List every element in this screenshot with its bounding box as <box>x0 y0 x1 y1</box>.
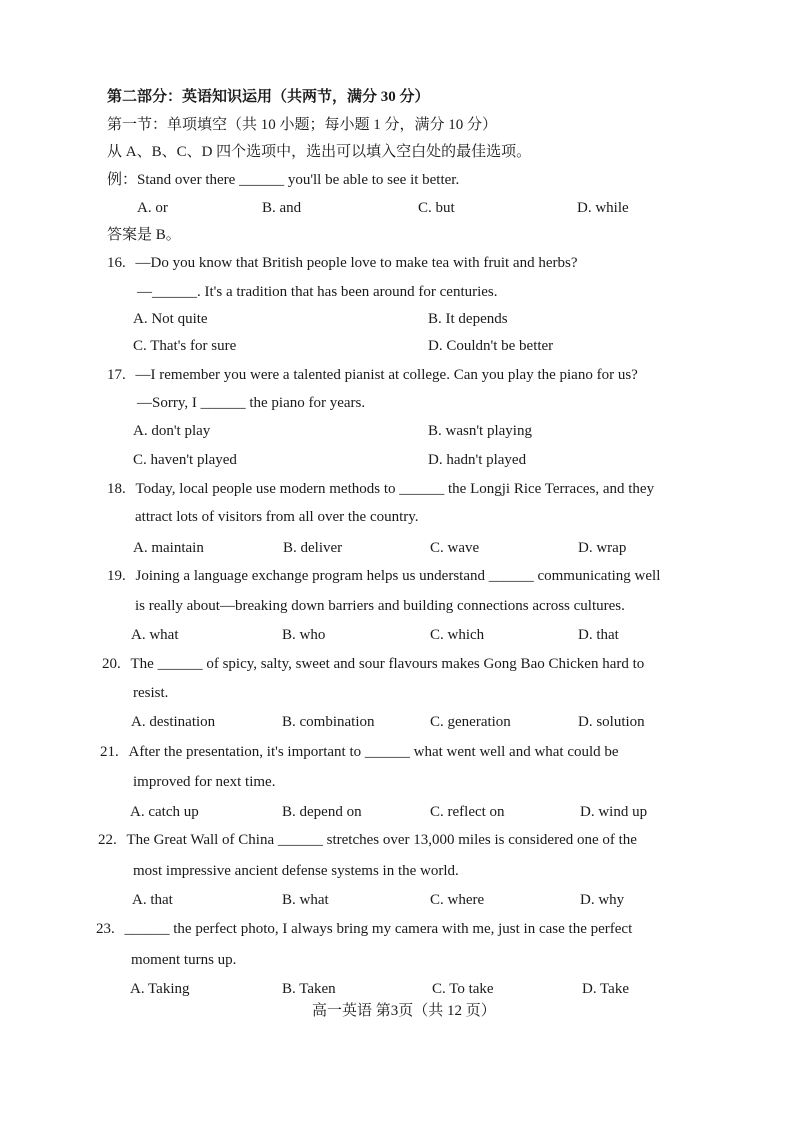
example-label: 例： <box>107 172 138 188</box>
q17-option-c: C. haven't played <box>133 452 237 468</box>
question-17 <box>107 365 638 385</box>
question-text: The ______ of spicy, salty, sweet and sour flavours makes Gong Bao Chicken hard to <box>130 656 645 672</box>
instruction: 从 A、B、C、D 四个选项中，选出可以填入空白处的最佳选项。 <box>107 144 532 160</box>
q23-option-d: D. Take <box>582 981 629 997</box>
question-number: 22. <box>98 832 117 848</box>
part-title: 第二部分：英语知识运用（共两节，满分 30 分） <box>107 89 430 105</box>
question-text: Today, local people use modern methods to ______ the Longji Rice Terraces, and they <box>135 481 655 497</box>
question-18-line-2: attract lots of visitors from all over the country. <box>135 509 419 525</box>
example-option-d: D. while <box>577 200 629 216</box>
answer-line: 答案是 B。 <box>107 227 181 243</box>
q19-option-a: A. what <box>131 627 179 643</box>
q16-option-c: C. That's for sure <box>133 338 237 354</box>
q19-option-b: B. who <box>282 627 326 643</box>
q23-option-c: C. To take <box>432 981 494 997</box>
q17-option-b: B. wasn't playing <box>428 423 532 439</box>
example-option-a: A. or <box>137 200 168 216</box>
question-22 <box>98 830 637 850</box>
q20-option-c: C. generation <box>430 714 511 730</box>
question-16-line-2: —______. It's a tradition that has been around for centuries. <box>137 284 498 300</box>
section-subtitle: 第一节：单项填空（共 10 小题；每小题 1 分，满分 10 分） <box>107 117 498 133</box>
q16-option-a: A. Not quite <box>133 311 208 327</box>
question-number: 21. <box>100 744 119 760</box>
question-text: —I remember you were a talented pianist at college. Can you play the piano for us? <box>135 367 638 383</box>
question-21 <box>100 742 619 762</box>
question-text: Joining a language exchange program helps us understand ______ communicating well <box>135 568 661 584</box>
q22-option-d: D. why <box>580 892 625 908</box>
question-20-line-2: resist. <box>133 685 169 701</box>
q20-option-d: D. solution <box>578 714 645 730</box>
q18-option-b: B. deliver <box>283 540 343 556</box>
question-16 <box>107 253 578 273</box>
q21-option-c: C. reflect on <box>430 804 505 820</box>
q17-option-d: D. hadn't played <box>428 452 527 468</box>
question-17-line-2: —Sorry, I ______ the piano for years. <box>137 395 366 411</box>
question-text: The Great Wall of China ______ stretches over 13,000 miles is considered one of the <box>126 832 637 848</box>
question-22-line-2: most impressive ancient defense systems in the world. <box>133 863 459 879</box>
question-23 <box>96 919 632 939</box>
q21-option-a: A. catch up <box>130 804 199 820</box>
question-number: 19. <box>107 568 126 584</box>
question-23-line-2: moment turns up. <box>131 952 237 968</box>
question-number: 16. <box>107 255 126 271</box>
question-21-line-2: improved for next time. <box>133 774 276 790</box>
question-number: 20. <box>102 656 121 672</box>
example-option-b: B. and <box>262 200 302 216</box>
example-line <box>107 170 459 190</box>
question-number: 17. <box>107 367 126 383</box>
question-text: ______ the perfect photo, I always bring my camera with me, just in case the perfect <box>124 921 633 937</box>
q20-option-a: A. destination <box>131 714 216 730</box>
question-number: 23. <box>96 921 115 937</box>
q18-option-d: D. wrap <box>578 540 627 556</box>
example-option-c: C. but <box>418 200 455 216</box>
q23-option-b: B. Taken <box>282 981 336 997</box>
q18-option-a: A. maintain <box>133 540 204 556</box>
q16-option-b: B. It depends <box>428 311 508 327</box>
q22-option-c: C. where <box>430 892 485 908</box>
question-text: After the presentation, it's important to ______ what went well and what could be <box>128 744 619 760</box>
question-text: —Do you know that British people love to make tea with fruit and herbs? <box>135 255 578 271</box>
question-19-line-2: is really about—breaking down barriers and building connections across cultures. <box>135 598 625 614</box>
page-footer: 高一英语 第3页（共 12 页） <box>312 1003 496 1019</box>
question-number: 18. <box>107 481 126 497</box>
q17-option-a: A. don't play <box>133 423 211 439</box>
example-text: Stand over there ______ you'll be able to see it better. <box>137 172 460 188</box>
q18-option-c: C. wave <box>430 540 480 556</box>
q19-option-d: D. that <box>578 627 619 643</box>
q21-option-b: B. depend on <box>282 804 362 820</box>
q19-option-c: C. which <box>430 627 485 643</box>
q23-option-a: A. Taking <box>130 981 190 997</box>
q21-option-d: D. wind up <box>580 804 648 820</box>
question-20 <box>102 654 644 674</box>
q16-option-d: D. Couldn't be better <box>428 338 554 354</box>
q22-option-b: B. what <box>282 892 329 908</box>
q22-option-a: A. that <box>132 892 173 908</box>
question-19 <box>107 566 660 586</box>
question-18 <box>107 479 654 499</box>
q20-option-b: B. combination <box>282 714 375 730</box>
